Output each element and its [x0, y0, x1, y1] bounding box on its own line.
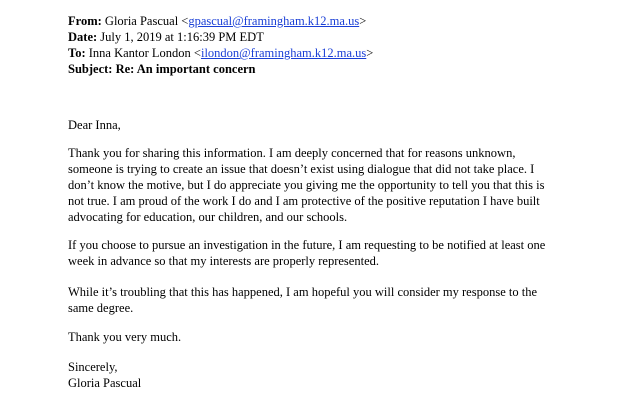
paragraph-line: week in advance so that my interests are properly represented. — [68, 254, 379, 268]
date-line — [68, 29, 264, 45]
paragraph-3 — [68, 284, 568, 316]
subject-label: Subject: — [68, 62, 113, 76]
paragraph-line: If you choose to pursue an investigation in the future, I am requesting to be notified at least one — [68, 238, 546, 252]
thanks — [68, 329, 568, 345]
signature-text: Gloria Pascual — [68, 376, 142, 390]
subject-line — [68, 61, 256, 77]
from-name: Gloria Pascual < — [104, 14, 189, 28]
sign-off — [68, 359, 568, 391]
thanks-text: Thank you very much. — [68, 330, 182, 344]
from-label: From: — [68, 14, 102, 28]
paragraph-2 — [68, 237, 568, 269]
date-label: Date: — [68, 30, 98, 44]
greeting-text: Dear Inna, — [68, 118, 121, 132]
to-name: Inna Kantor London < — [88, 46, 201, 60]
closing-text: Sincerely, — [68, 360, 118, 374]
paragraph-1 — [68, 145, 568, 225]
paragraph-line: While it’s troubling that this has happened, I am hopeful you will consider my response to the — [68, 285, 538, 299]
paragraph-line: Thank you for sharing this information. I am deeply concerned that for reasons unknown, — [68, 146, 516, 160]
paragraph-line: someone is trying to create an issue that doesn’t exist using dialogue that did not take place. I — [68, 162, 535, 176]
from-email-link[interactable]: gpascual@framingham.k12.ma.us — [188, 14, 360, 28]
greeting — [68, 117, 568, 133]
subject-value: Re: An important concern — [115, 62, 256, 76]
paragraph-line: advocating for education, our children, and our schools. — [68, 210, 348, 224]
from-close: > — [359, 14, 367, 28]
paragraph-line: don’t know the motive, but I do appreciate you giving me the opportunity to tell you that this is — [68, 178, 545, 192]
to-email-link[interactable]: ilondon@framingham.k12.ma.us — [200, 46, 367, 60]
to-close: > — [366, 46, 374, 60]
date-value: July 1, 2019 at 1:16:39 PM EDT — [100, 30, 264, 44]
paragraph-line: not true. I am proud of the work I do and I am protective of the positive reputation I have built — [68, 194, 540, 208]
from-line — [68, 13, 366, 29]
to-label: To: — [68, 46, 86, 60]
paragraph-line: same degree. — [68, 301, 134, 315]
to-line — [68, 45, 373, 61]
